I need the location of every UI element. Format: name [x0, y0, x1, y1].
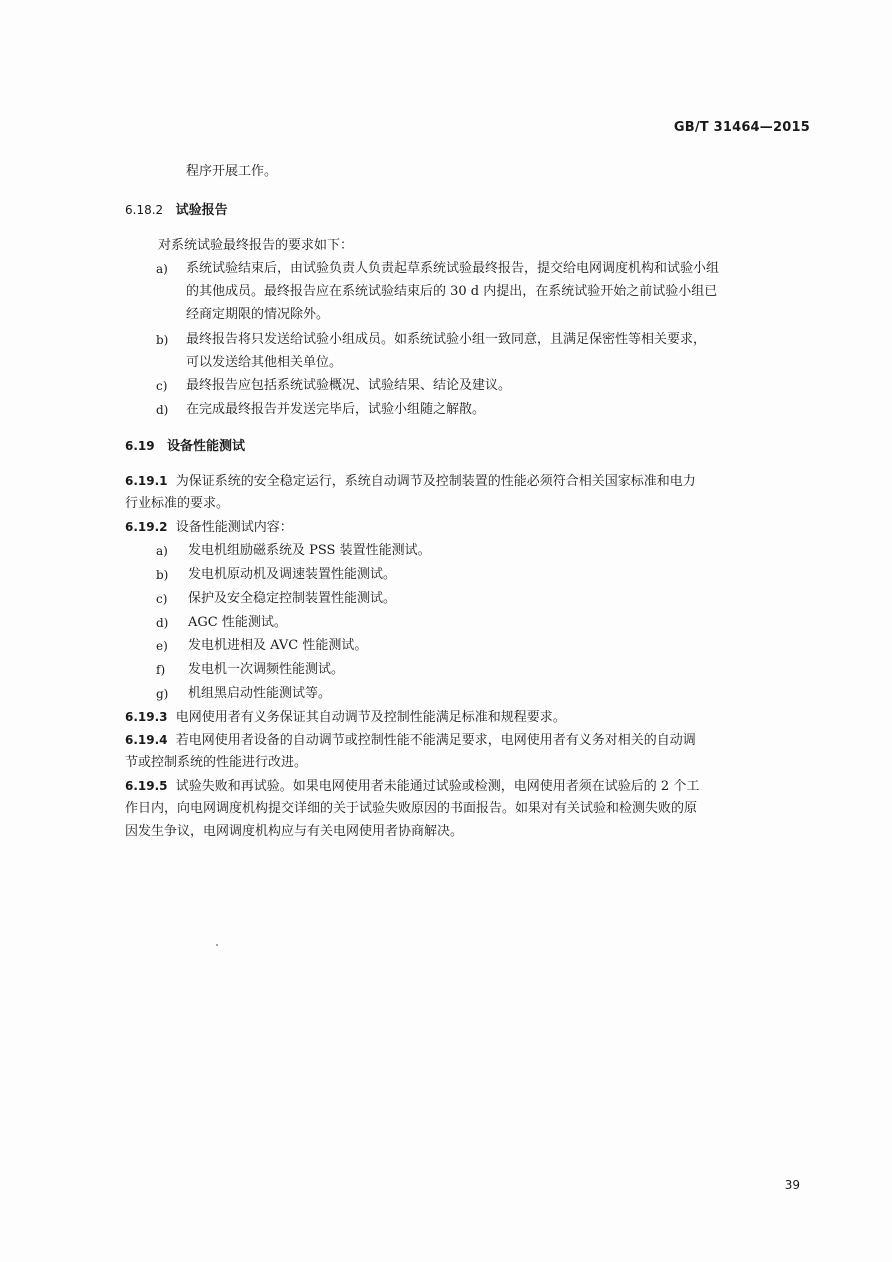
- clause-text-continued: 作日内，向电网调度机构提交详细的关于试验失败原因的书面报告。如果对有关试验和检测失败的原: [125, 801, 698, 816]
- list-marker: c): [156, 592, 168, 606]
- list-item: 发电机一次调频性能测试。: [188, 662, 345, 677]
- clause-text: 为保证系统的安全稳定运行，系统自动调节及控制装置的性能必须符合相关国家标准和电力: [175, 474, 696, 489]
- clause-number: 6.19.3: [125, 710, 168, 724]
- section-heading-6-19: [125, 437, 245, 456]
- continuation-text: 程序开展工作。: [186, 164, 278, 179]
- list-marker: f): [156, 663, 166, 677]
- clause-6-19-1: [125, 472, 696, 491]
- clause-number: 6.19.5: [125, 779, 168, 793]
- list-item: 发电机原动机及调速装置性能测试。: [188, 567, 397, 582]
- clause-text-continued: 行业标准的要求。: [125, 496, 230, 511]
- clause-text: 电网使用者有义务保证其自动调节及控制性能满足标准和规程要求。: [175, 710, 566, 725]
- clause-text-continued: 节或控制系统的性能进行改进。: [125, 755, 308, 770]
- section-title: 试验报告: [175, 203, 228, 218]
- standard-number: GB/T 31464—2015: [673, 120, 810, 135]
- list-item: AGC 性能测试。: [188, 615, 287, 630]
- section-intro: 对系统试验最终报告的要求如下：: [158, 238, 354, 253]
- section-title: 设备性能测试: [167, 439, 246, 454]
- scan-speck: [216, 944, 218, 946]
- clause-number: 6.19.2: [125, 520, 168, 534]
- list-item-line: 最终报告将只发送给试验小组成员。如系统试验小组一致同意，且满足保密性等相关要求，: [186, 332, 707, 347]
- list-marker: a): [156, 262, 168, 276]
- list-marker: d): [156, 403, 169, 417]
- list-item-line: 可以发送给其他相关单位。: [186, 355, 343, 370]
- section-number: 6.18.2: [125, 203, 164, 217]
- list-marker: g): [156, 687, 169, 701]
- list-marker: c): [156, 379, 168, 393]
- list-marker: b): [156, 333, 169, 347]
- clause-number: 6.19.1: [125, 474, 168, 488]
- list-item: 机组黑启动性能测试等。: [188, 686, 332, 701]
- clause-text: 试验失败和再试验。如果电网使用者未能通过试验或检测，电网使用者须在试验后的 2 个工: [175, 779, 700, 794]
- list-item-line: 经商定期限的情况除外。: [186, 307, 330, 322]
- list-marker: e): [156, 639, 168, 653]
- list-marker: d): [156, 616, 169, 630]
- section-number: 6.19: [125, 439, 155, 453]
- clause-text-continued: 因发生争议，电网调度机构应与有关电网使用者协商解决。: [125, 824, 464, 839]
- section-heading-6-18-2: [125, 201, 228, 220]
- list-item-line: 系统试验结束后，由试验负责人负责起草系统试验最终报告，提交给电网调度机构和试验小组: [186, 261, 720, 276]
- list-item-line: 在完成最终报告并发送完毕后，试验小组随之解散。: [186, 402, 486, 417]
- list-item: 保护及安全稳定控制装置性能测试。: [188, 591, 397, 606]
- list-item-line: 最终报告应包括系统试验概况、试验结果、结论及建议。: [186, 378, 512, 393]
- clause-6-19-3: [125, 708, 566, 727]
- clause-6-19-2: [125, 518, 293, 537]
- clause-number: 6.19.4: [125, 733, 168, 747]
- clause-6-19-5: [125, 777, 699, 796]
- list-item-line: 的其他成员。最终报告应在系统试验结束后的 30 d 内提出，在系统试验开始之前试验小组已: [186, 284, 718, 299]
- list-marker: a): [156, 544, 168, 558]
- list-marker: b): [156, 568, 169, 582]
- clause-6-19-4: [125, 731, 696, 750]
- list-item: 发电机进相及 AVC 性能测试。: [188, 638, 368, 653]
- list-item: 发电机组励磁系统及 PSS 装置性能测试。: [188, 543, 431, 558]
- page-number: 39: [784, 1178, 800, 1192]
- clause-text: 若电网使用者设备的自动调节或控制性能不能满足要求，电网使用者有义务对相关的自动调: [175, 733, 696, 748]
- clause-text: 设备性能测试内容：: [175, 520, 293, 535]
